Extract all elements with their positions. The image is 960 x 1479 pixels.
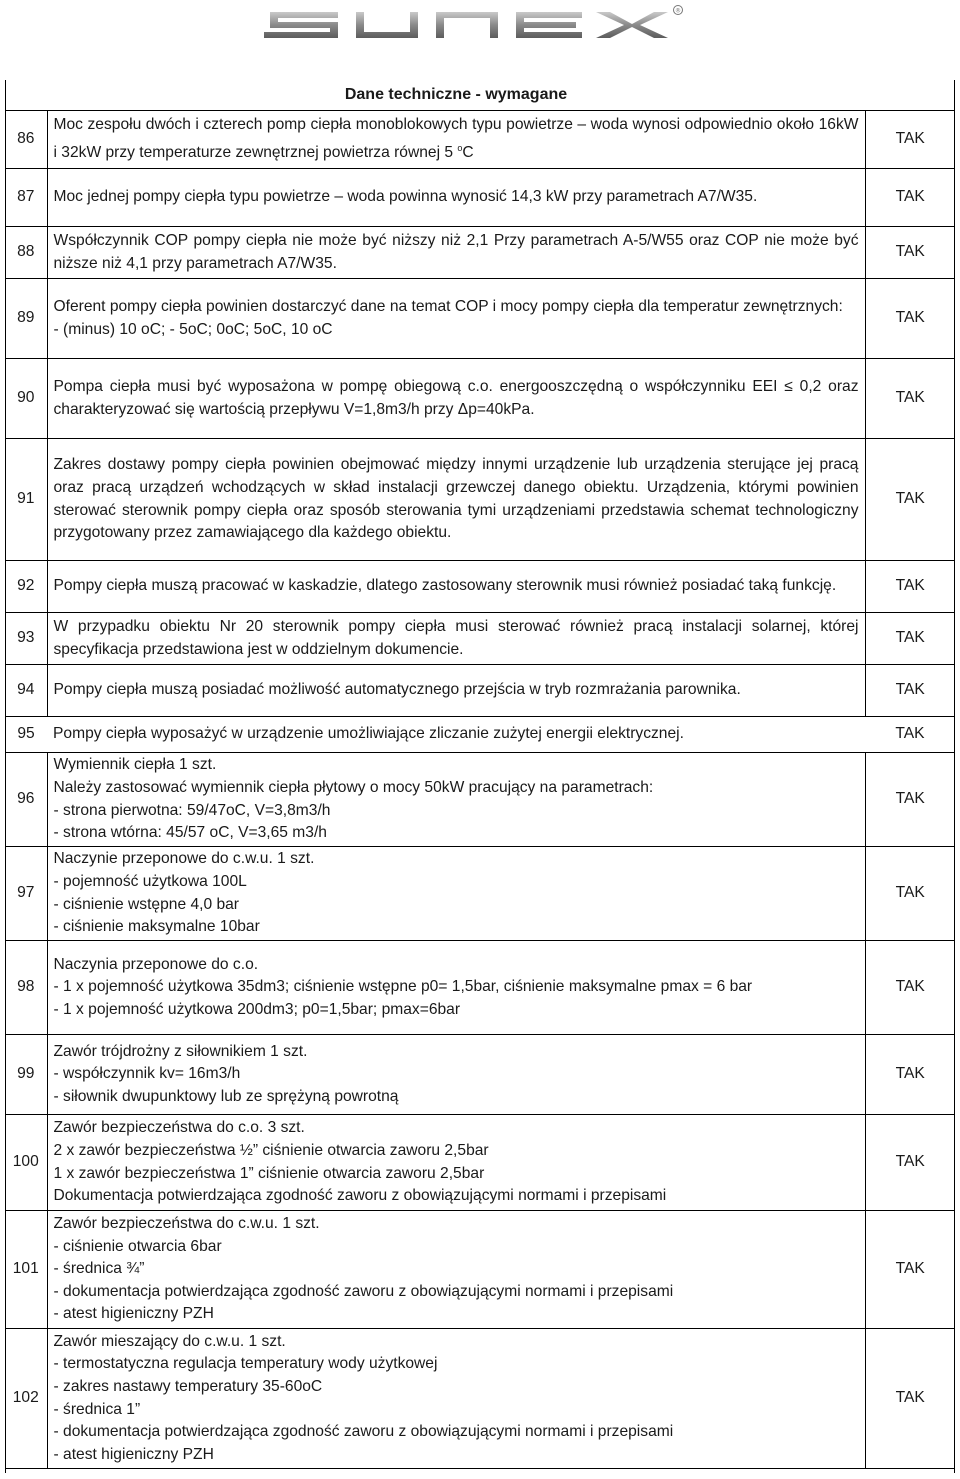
row-line: 2 x zawór bezpieczeństwa ½” ciśnienie otwarcia zaworu 2,5bar bbox=[53, 1141, 489, 1159]
row-description: Współczynnik COP pompy ciepła nie może być niższy niż 2,1 Przy parametrach A-5/W55 oraz COP nie może być niższe niż 4,1 przy parametrach A7/W35. bbox=[47, 227, 865, 279]
table-row bbox=[5, 941, 955, 1035]
row-number: 88 bbox=[5, 227, 47, 279]
status-tak: TAK bbox=[865, 1035, 955, 1115]
table-row bbox=[5, 717, 955, 753]
table-row bbox=[5, 613, 955, 665]
row-number: 102 bbox=[5, 1329, 47, 1469]
row-number: 89 bbox=[5, 279, 47, 359]
row-description bbox=[47, 941, 865, 1035]
row-number: 92 bbox=[5, 561, 47, 613]
technical-requirements-table bbox=[5, 80, 955, 1469]
row-line: - atest higieniczny PZH bbox=[53, 1445, 214, 1463]
row-line: - atest higieniczny PZH bbox=[53, 1305, 214, 1323]
row-line: Zawór mieszający do c.w.u. 1 szt. bbox=[53, 1332, 286, 1350]
row-line: - współczynnik kv= 16m3/h bbox=[53, 1065, 241, 1083]
row-number: 100 bbox=[5, 1115, 47, 1211]
status-tak: TAK bbox=[865, 111, 955, 169]
status-tak: TAK bbox=[865, 613, 955, 665]
table-row bbox=[5, 847, 955, 941]
status-tak: TAK bbox=[865, 1115, 955, 1211]
row-line: Oferent pompy ciepła powinien dostarczyć dane na temat COP i mocy pompy ciepła dla temperatur zewnętrznych: bbox=[53, 297, 843, 315]
table-row bbox=[5, 227, 955, 279]
row-line: - 1 x pojemność użytkowa 200dm3; p0=1,5bar; pmax=6bar bbox=[53, 1000, 461, 1018]
status-tak: TAK bbox=[865, 359, 955, 439]
row-description: Pompy ciepła muszą posiadać możliwość automatycznego przejścia w tryb rozmrażania parownika. bbox=[47, 665, 865, 717]
row-line: - dokumentacja potwierdzająca zgodność zaworu z obowiązującymi normami i przepisami bbox=[53, 1423, 674, 1441]
row-line: - 1 x pojemność użytkowa 35dm3; ciśnienie wstępne p0= 1,5bar, ciśnienie maksymalne pmax = 6 bar bbox=[53, 978, 753, 996]
table-row bbox=[5, 1211, 955, 1329]
row-line: Należy zastosować wymiennik ciepła płytowy o mocy 50kW pracujący na parametrach: bbox=[53, 778, 654, 796]
table-row bbox=[5, 561, 955, 613]
row-number: 87 bbox=[5, 169, 47, 227]
row-line: Zawór bezpieczeństwa do c.o. 3 szt. bbox=[53, 1119, 305, 1137]
row-line: - ciśnienie wstępne 4,0 bar bbox=[53, 895, 239, 913]
row-number: 96 bbox=[5, 753, 47, 847]
table-row bbox=[5, 111, 955, 169]
row-number: 99 bbox=[5, 1035, 47, 1115]
status-tak: TAK bbox=[865, 227, 955, 279]
row-number: 94 bbox=[5, 665, 47, 717]
row-line: Zawór trójdrożny z siłownikiem 1 szt. bbox=[53, 1042, 308, 1060]
row-description: Moc zespołu dwóch i czterech pomp ciepła monoblokowych typu powietrze – woda wynosi odpowiednio około 16kW i 32kW przy temperaturze zewnętrznej powietrza równej 5 $^o$C bbox=[47, 111, 865, 169]
row-description bbox=[47, 1035, 865, 1115]
table-row bbox=[5, 169, 955, 227]
row-description bbox=[47, 753, 865, 847]
row-line: 1 x zawór bezpieczeństwa 1” ciśnienie otwarcia zaworu 2,5bar bbox=[53, 1164, 485, 1182]
row-line: - średnica ¾” bbox=[53, 1260, 145, 1278]
row-line: - średnica 1” bbox=[53, 1400, 141, 1418]
row-line: - ciśnienie otwarcia 6bar bbox=[53, 1237, 222, 1255]
row-number: 91 bbox=[5, 439, 47, 561]
row-description: Zakres dostawy pompy ciepła powinien obejmować między innymi urządzenie lub urządzenia sterujące jej pracą oraz pracą urządzeń wchodzących w skład instalacji grzewczej danego obiektu. Urządzenia, którymi powinien sterować sterownik pompy ciepła oraz sposób sterowania tymi urządzeniami przedstawia schemat technologiczny przygotowany przez zamawiającego dla każdego obiektu. bbox=[47, 439, 865, 561]
row-line: - (minus) 10 oC; - 5oC; 0oC; 5oC, 10 oC bbox=[53, 320, 333, 338]
table-row bbox=[5, 1035, 955, 1115]
row-description: Pompy ciepła wyposażyć w urządzenie umożliwiające zliczanie zużytej energii elektrycznej. bbox=[53, 725, 684, 743]
row-line: - dokumentacja potwierdzająca zgodność zaworu z obowiązującymi normami i przepisami bbox=[53, 1282, 674, 1300]
status-tak: TAK bbox=[865, 941, 955, 1035]
row-line: Zawór bezpieczeństwa do c.w.u. 1 szt. bbox=[53, 1215, 320, 1233]
row-description bbox=[47, 847, 865, 941]
table-row bbox=[5, 359, 955, 439]
status-tak: TAK bbox=[865, 665, 955, 717]
row-description bbox=[47, 1329, 865, 1469]
table-row bbox=[5, 439, 955, 561]
row-description: Moc jednej pompy ciepła typu powietrze – woda powinna wynosić 14,3 kW przy parametrach A7/W35. bbox=[47, 169, 865, 227]
svg-text:®: ® bbox=[675, 7, 681, 15]
row-line: - zakres nastawy temperatury 35-60oC bbox=[53, 1377, 323, 1395]
table-row bbox=[5, 1329, 955, 1469]
row-number: 93 bbox=[5, 613, 47, 665]
row-line: Naczynia przeponowe do c.o. bbox=[53, 955, 259, 973]
status-tak: TAK bbox=[865, 1329, 955, 1469]
table-header-row bbox=[5, 80, 955, 111]
row-number: 98 bbox=[5, 941, 47, 1035]
row-description: Pompa ciepła musi być wyposażona w pompę obiegową c.o. energooszczędną o współczynniku EEI ≤ 0,2 oraz charakteryzować się wartością przepływu V=1,8m3/h przy Δp=40kPa. bbox=[47, 359, 865, 439]
row-line: Dokumentacja potwierdzająca zgodność zaworu z obowiązującymi normami i przepisami bbox=[53, 1187, 667, 1205]
table-row bbox=[5, 665, 955, 717]
table-row bbox=[5, 753, 955, 847]
row-line: - siłownik dwupunktowy lub ze sprężyną powrotną bbox=[53, 1087, 399, 1105]
row-line: - pojemność użytkowa 100L bbox=[53, 872, 247, 890]
sunex-logo bbox=[0, 0, 960, 48]
status-tak: TAK bbox=[865, 439, 955, 561]
row-description bbox=[47, 279, 865, 359]
status-tak: TAK bbox=[865, 847, 955, 941]
section-title: Dane techniczne - wymagane bbox=[344, 85, 568, 103]
row-description bbox=[47, 1211, 865, 1329]
row-number: 95 bbox=[17, 725, 35, 743]
row-number: 90 bbox=[5, 359, 47, 439]
row-line: - ciśnienie maksymalne 10bar bbox=[53, 918, 260, 936]
row-description bbox=[47, 1115, 865, 1211]
row-line: - termostatyczna regulacja temperatury wody użytkowej bbox=[53, 1355, 438, 1373]
sunex-logo-mark bbox=[260, 4, 700, 46]
status-tak: TAK bbox=[865, 279, 955, 359]
row-line: - strona wtórna: 45/57 oC, V=3,65 m3/h bbox=[53, 824, 327, 842]
status-tak: TAK bbox=[865, 561, 955, 613]
row-description: W przypadku obiektu Nr 20 sterownik pompy ciepła musi sterować również pracą instalacji solarnej, której specyfikacja przedstawiona jest w oddzielnym dokumencie. bbox=[47, 613, 865, 665]
status-tak: TAK bbox=[865, 1211, 955, 1329]
row-line: Naczynie przeponowe do c.w.u. 1 szt. bbox=[53, 850, 315, 868]
row-description: Pompy ciepła muszą pracować w kaskadzie, dlatego zastosowany sterownik musi również posiadać taką funkcję. bbox=[47, 561, 865, 613]
status-tak: TAK bbox=[865, 169, 955, 227]
row-line: Wymiennik ciepła 1 szt. bbox=[53, 756, 217, 774]
row-line: - strona pierwotna: 59/47oC, V=3,8m3/h bbox=[53, 801, 331, 819]
status-tak: TAK bbox=[895, 725, 925, 743]
table-row bbox=[5, 279, 955, 359]
table-row bbox=[5, 1115, 955, 1211]
status-tak: TAK bbox=[865, 753, 955, 847]
row-number: 86 bbox=[5, 111, 47, 169]
row-number: 97 bbox=[5, 847, 47, 941]
row-number: 101 bbox=[5, 1211, 47, 1329]
